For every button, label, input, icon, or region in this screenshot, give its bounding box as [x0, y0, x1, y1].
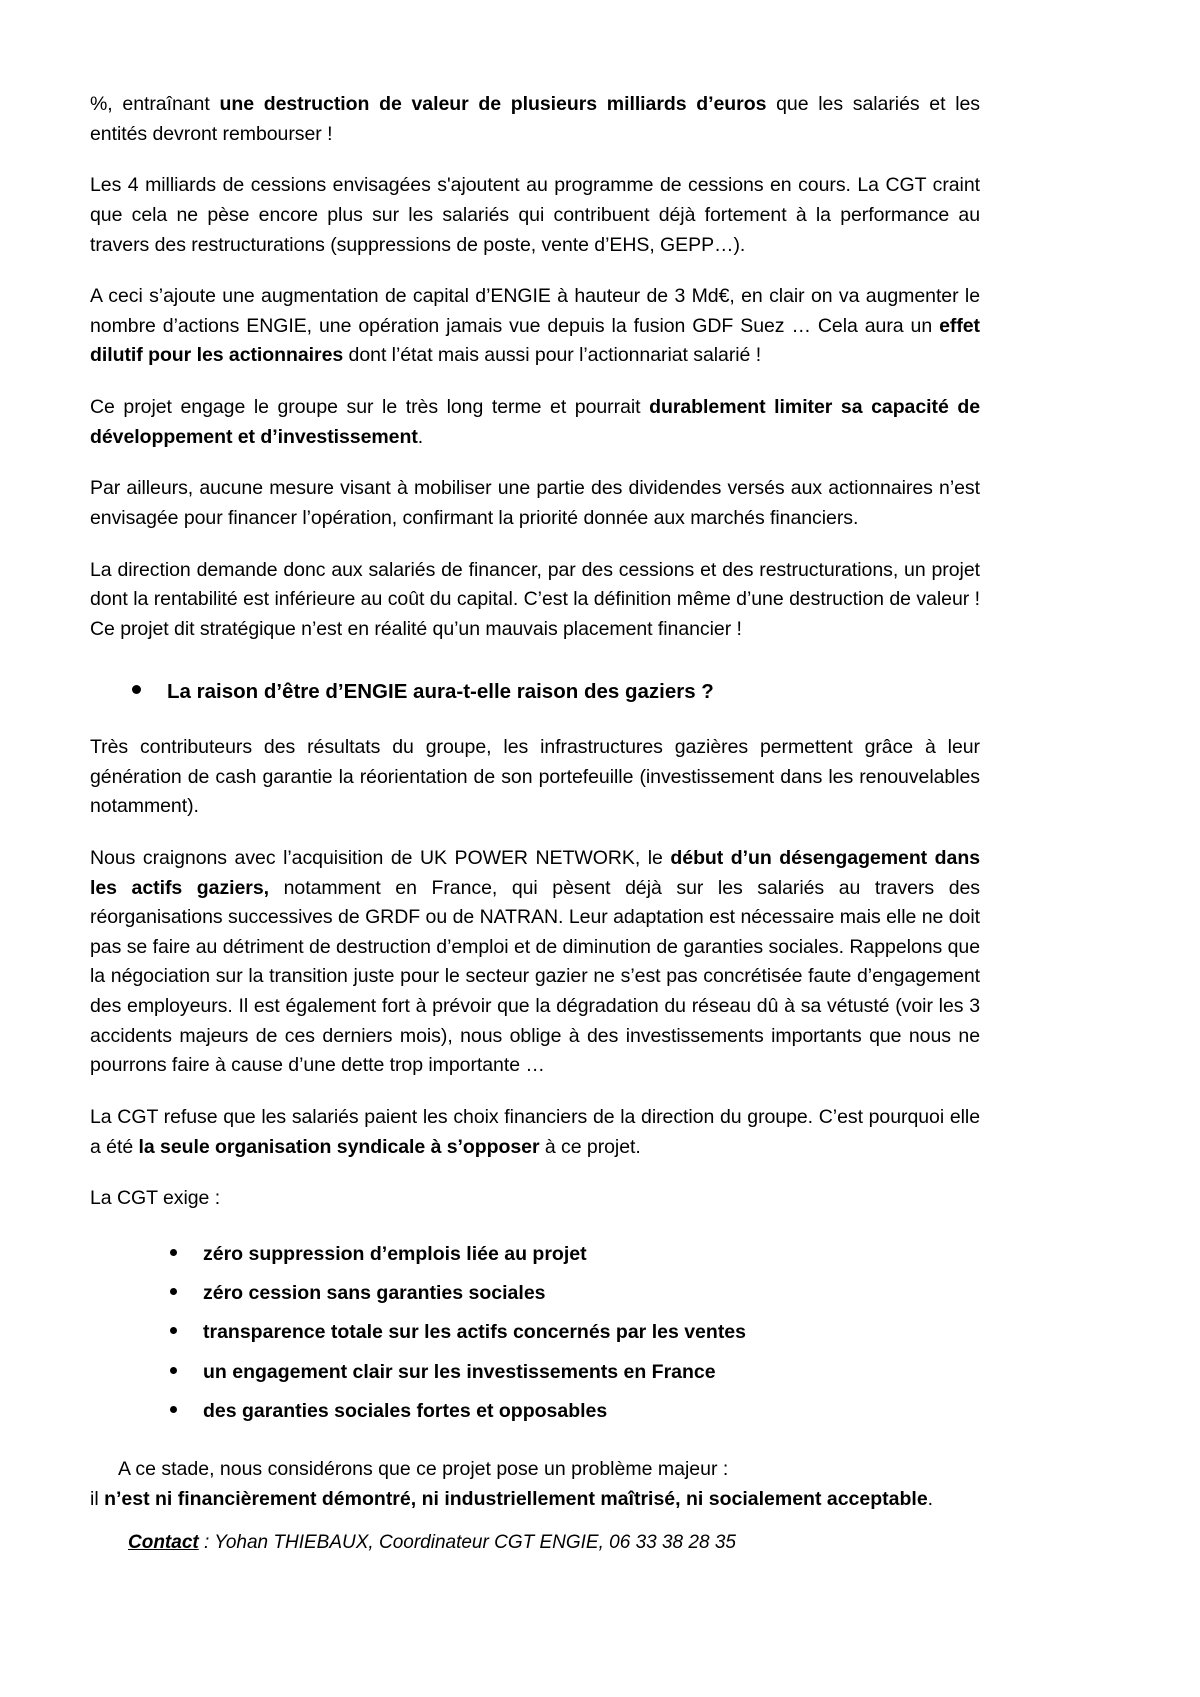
- list-item: [170, 1279, 980, 1307]
- text-run: La CGT refuse que les salariés paient les choix financiers de la direction du groupe. C’est pourquoi elle a été: [90, 1105, 980, 1158]
- text-run-bold: n’est ni financièrement démontré, ni industriellement maîtrisé, ni socialement acceptable: [104, 1487, 928, 1510]
- text-run: que les salariés et les entités devront rembourser !: [90, 93, 980, 145]
- paragraph-infrastructures-gazieres: Très contributeurs des résultats du groupe, les infrastructures gazières permettent grâce à leur génération de cash garantie la réorientation de son portefeuille (investissement dans les renouvelables notamment).: [90, 736, 980, 818]
- text-run-bold: effet dilutif pour les actionnaires: [90, 314, 980, 367]
- list-item-label: un engagement clair sur les investissements en France: [203, 1360, 716, 1383]
- paragraph-value-destruction: [90, 90, 980, 149]
- text-run: notamment en France, qui pèsent déjà sur les salariés au travers des réorganisations successives de GRDF ou de NATRAN. Leur adaptation est nécessaire mais elle ne doit pas se faire au détriment de destruction d’emploi et de diminution de garanties sociales. Rappelons que la négociation sur la transition juste pour le secteur gazier ne s’est pas concrétisée faute d’engagement des employeurs. Il est également fort à prévoir que la dégradation du réseau dû à sa vétusté (voir les 3 accidents majeurs de ces derniers mois), nous oblige à des investissements importants que nous ne pourrons faire à cause d’une dette trop importante …: [90, 876, 981, 1077]
- paragraph-augmentation-capital: [90, 282, 980, 371]
- paragraph-uk-power-network: [90, 844, 980, 1081]
- bullet-icon: [170, 1406, 177, 1413]
- paragraph-direction-demande: La direction demande donc aux salariés de financer, par des cessions et des restructurations, un projet dont la rentabilité est inférieure au coût du capital. C’est la définition même d’une destruction de valeur ! Ce projet dit stratégique n’est en réalité qu’un mauvais placement financier !: [90, 558, 980, 640]
- contact-label: Contact: [128, 1532, 199, 1554]
- text-run: Nous craignons avec l’acquisition de UK POWER NETWORK, le: [90, 846, 671, 869]
- text-run: .: [927, 1487, 934, 1510]
- bullet-icon: [170, 1249, 177, 1256]
- text-run: il: [90, 1487, 105, 1510]
- paragraph-dividendes: Par ailleurs, aucune mesure visant à mobiliser une partie des dividendes versés aux actionnaires n’est envisagée pour financer l’opération, confirmant la priorité donnée aux marchés financiers.: [90, 477, 980, 529]
- text-run: dont l’état mais aussi pour l’actionnariat salarié !: [343, 344, 762, 367]
- list-item-label: des garanties sociales fortes et opposables: [203, 1399, 608, 1422]
- paragraph-long-terme: [90, 393, 980, 452]
- contact-details: : Yohan THIEBAUX, Coordinateur CGT ENGIE, 06 33 38 28 35: [198, 1532, 736, 1554]
- list-item-label: transparence totale sur les actifs concernés par les ventes: [203, 1321, 747, 1344]
- list-item: [170, 1358, 980, 1386]
- list-item: [170, 1318, 980, 1346]
- text-run: %, entraînant: [90, 93, 220, 115]
- closing-line-2: [90, 1485, 980, 1515]
- list-item-label: zéro suppression d’emplois liée au projet: [203, 1242, 587, 1265]
- text-run-bold: début d’un désengagement dans les actifs gaziers,: [90, 846, 980, 899]
- text-run: à ce projet.: [539, 1135, 641, 1158]
- document-body: [90, 90, 980, 1557]
- bullet-icon: [132, 685, 141, 694]
- text-run-bold: durablement limiter sa capacité de développement et d’investissement: [90, 396, 980, 448]
- bullet-icon: [170, 1367, 177, 1374]
- closing-statement: [90, 1455, 980, 1514]
- bullet-icon: [170, 1327, 177, 1334]
- text-run: A ceci s’ajoute une augmentation de capital d’ENGIE à hauteur de 3 Md€, en clair on va augmenter le nombre d’actions ENGIE, une opération jamais vue depuis la fusion GDF Suez … Cela aura un: [90, 285, 980, 337]
- list-item: [170, 1397, 980, 1425]
- text-run: Ce projet engage le groupe sur le très long terme et pourrait: [90, 396, 650, 418]
- closing-line-1: A ce stade, nous considérons que ce projet pose un problème majeur :: [118, 1458, 729, 1481]
- section-heading-gaziers: [90, 678, 980, 707]
- list-item-label: zéro cession sans garanties sociales: [203, 1282, 546, 1305]
- bullet-icon: [170, 1288, 177, 1295]
- paragraph-cgt-exige: La CGT exige :: [90, 1187, 221, 1210]
- text-run-bold: une destruction de valeur de plusieurs milliards d’euros: [219, 93, 767, 115]
- paragraph-cessions: Les 4 milliards de cessions envisagées s'ajoutent au programme de cessions en cours. La CGT craint que cela ne pèse encore plus sur les salariés qui contribuent déjà fortement à la performance au travers des restructurations (suppressions de poste, vente d’EHS, GEPP…).: [90, 174, 980, 256]
- list-item: [170, 1240, 980, 1268]
- text-run-bold: la seule organisation syndicale à s’opposer: [138, 1135, 540, 1158]
- demands-list: [90, 1240, 980, 1425]
- paragraph-cgt-refuse: [90, 1103, 980, 1162]
- section-heading-label: La raison d’être d’ENGIE aura-t-elle raison des gaziers ?: [167, 680, 714, 704]
- contact-line: [90, 1530, 980, 1557]
- text-run: .: [417, 425, 424, 448]
